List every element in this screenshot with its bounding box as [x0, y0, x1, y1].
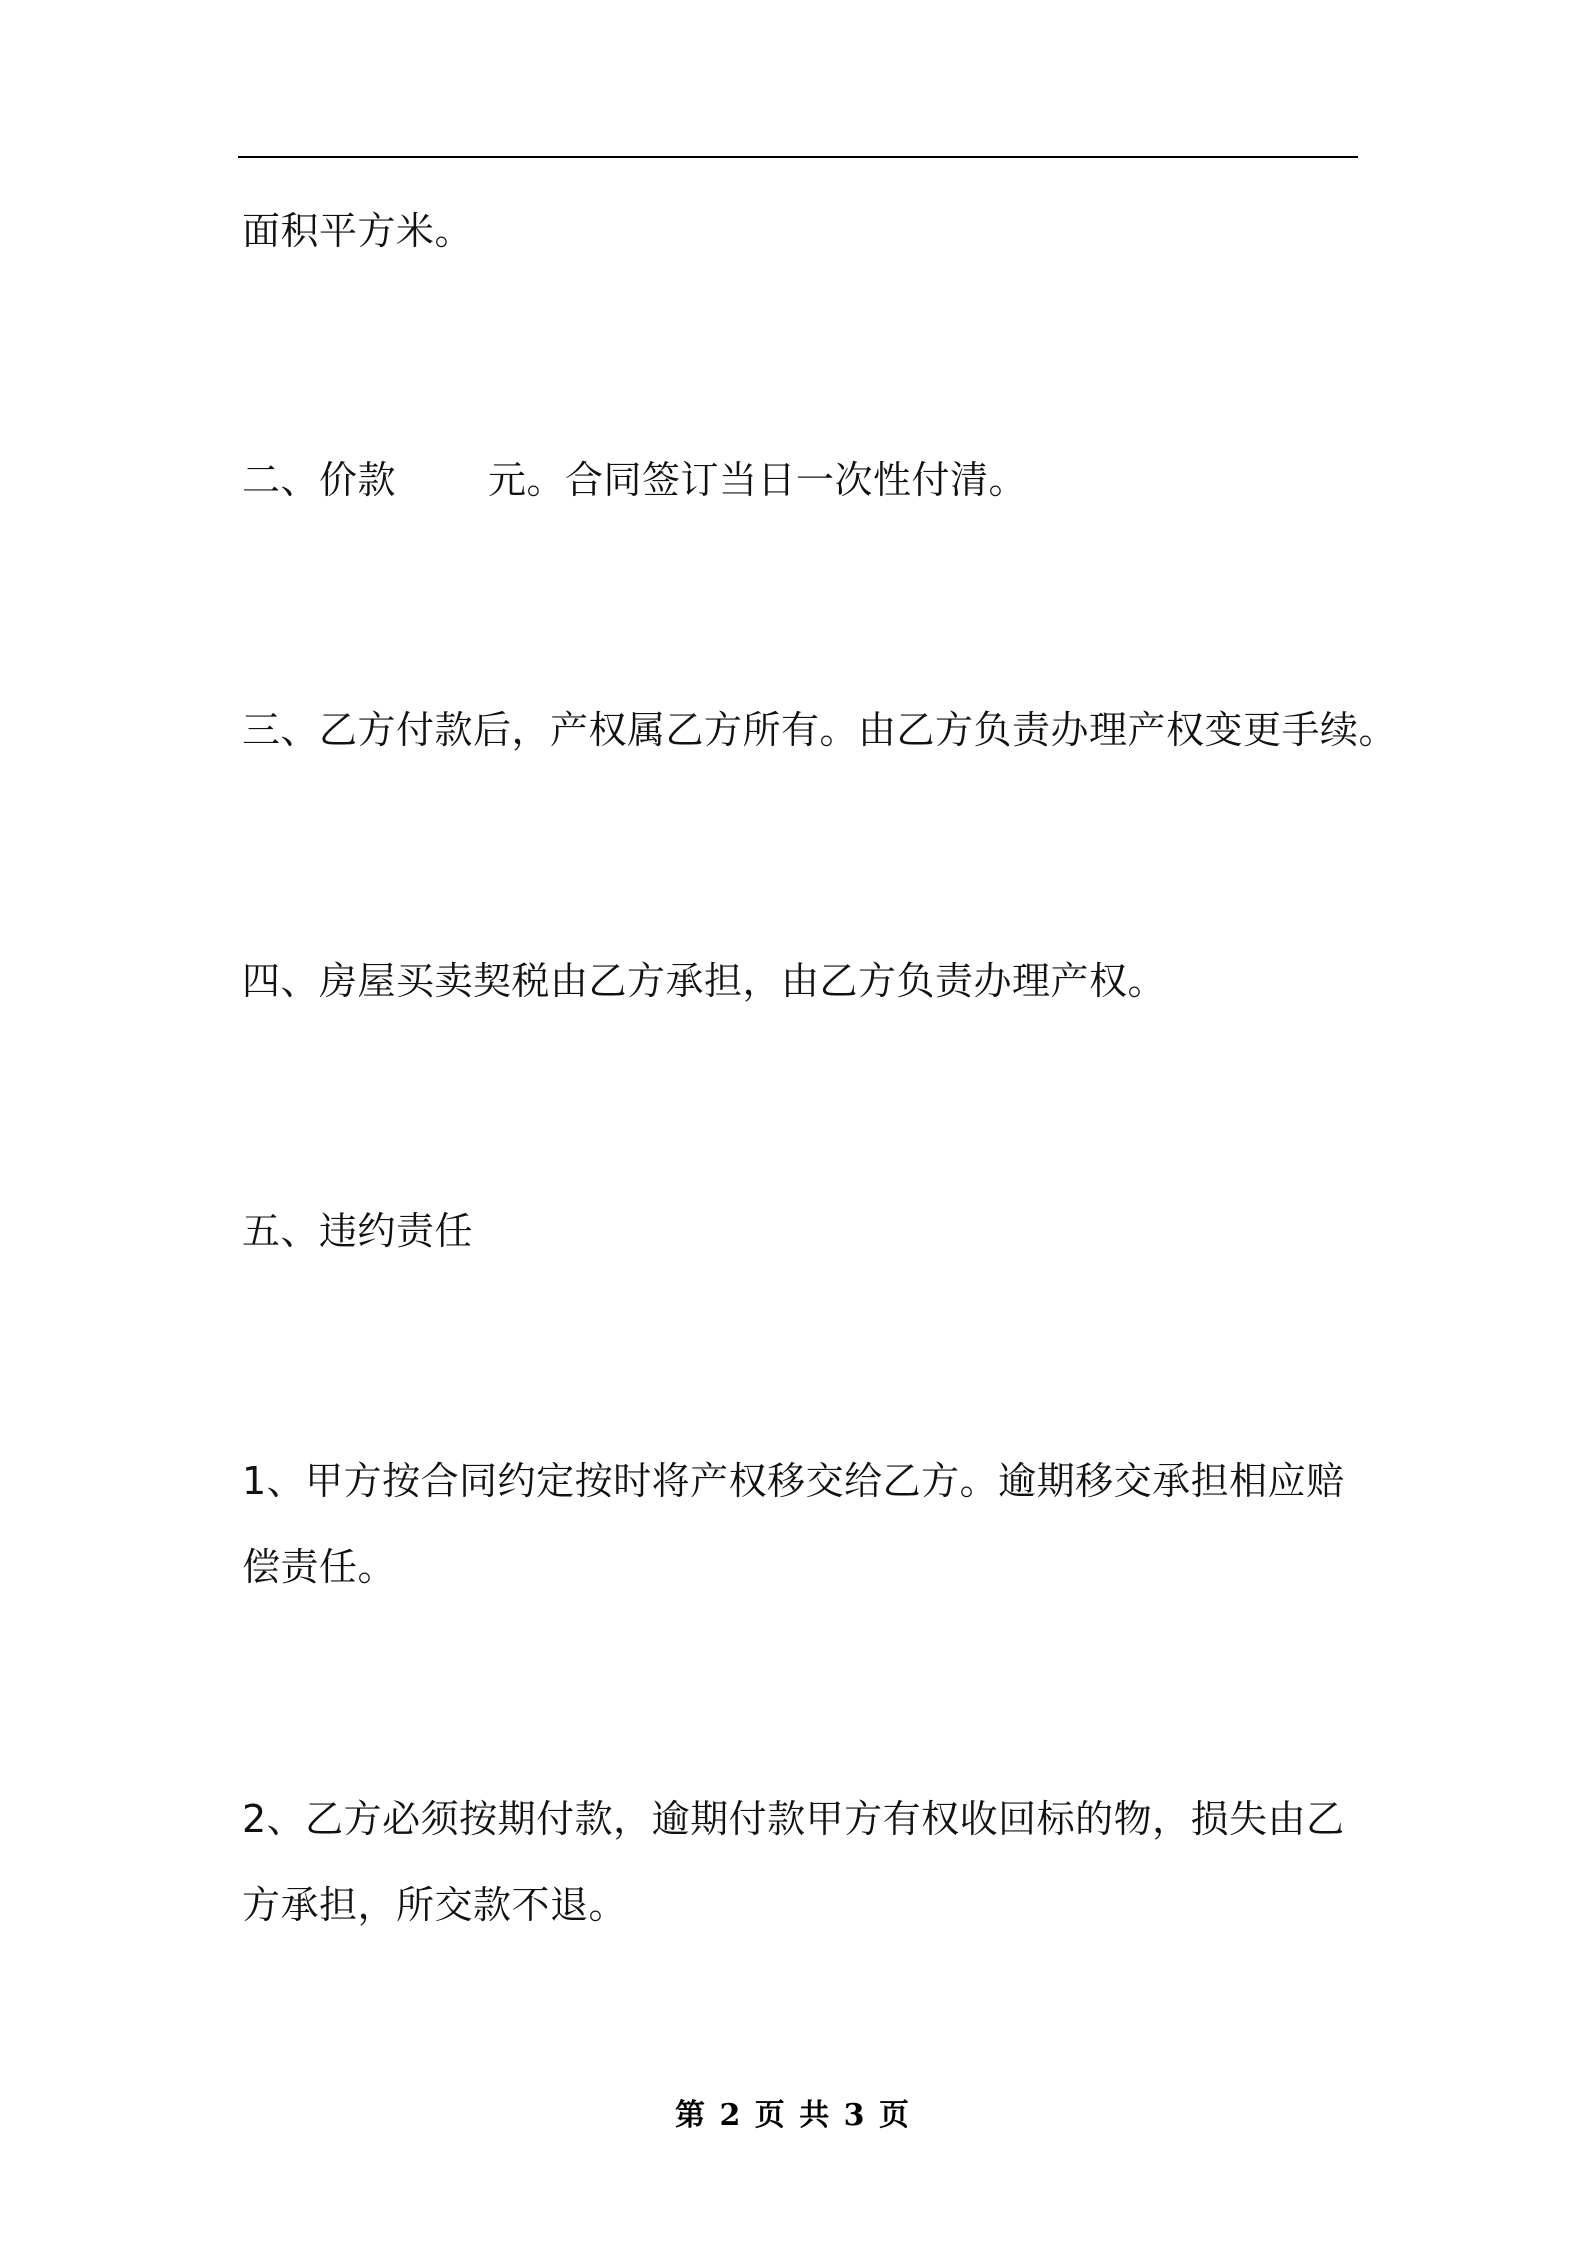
paragraph-clause-four: 四、房屋买卖契税由乙方承担，由乙方负责办理产权。 [242, 959, 1167, 1003]
paragraph-clause-three: 三、乙方付款后，产权属乙方所有。由乙方负责办理产权变更手续。 [242, 708, 1398, 752]
price-suffix: 元。合同签订当日一次性付清。 [488, 458, 1028, 502]
price-prefix: 二、价款 [242, 458, 397, 502]
paragraph-item-two: 2、乙方必须按期付款，逾期付款甲方有权收回标的物，损失由乙方承担，所交款不退。 [242, 1797, 1345, 1927]
paragraph-price [242, 437, 1362, 523]
paragraph-area: 面积平方米。 [242, 209, 474, 253]
page-indicator: 第 2 页 共 3 页 [675, 2098, 911, 2133]
paragraph-item-one: 1、甲方按合同约定按时将产权移交给乙方。逾期移交承担相应赔偿责任。 [242, 1459, 1345, 1589]
paragraph-clause-five: 五、违约责任 [242, 1209, 474, 1253]
header-rule [238, 156, 1358, 158]
